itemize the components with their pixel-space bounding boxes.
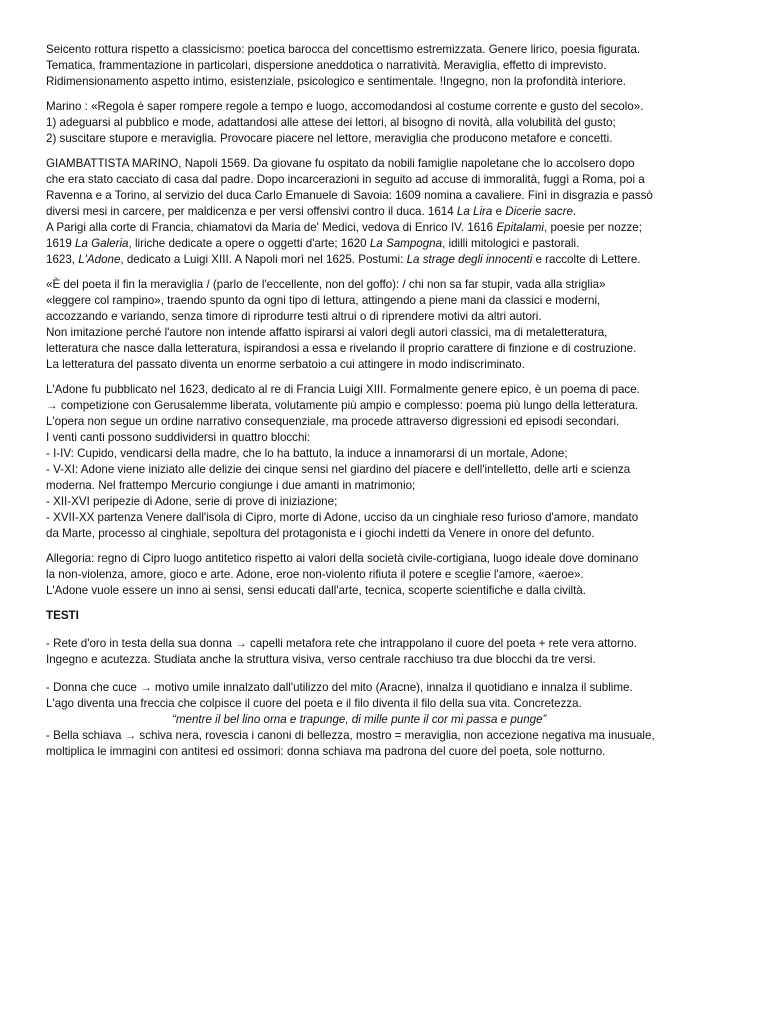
text-line: - Bella schiava → schiva nera, rovescia i canoni di bellezza, mostro = meraviglia, non accezione negativa ma inusuale, [46,729,655,742]
text-span: 1619 [46,237,76,250]
text-span: , poesie per nozze; [544,221,642,234]
text-line: «È del poeta il fin la meraviglia / (parlo de l'eccellente, non del goffo): / chi non sa far stupir, vada alla striglia» [46,278,606,291]
text-line: Ravenna e a Torino, al servizio del duca Carlo Emanuele di Savoia: 1609 nomina a cavaliere. Finì in disgrazia e passò [46,189,653,202]
text-line: moderna. Nel frattempo Mercurio congiunge i due amanti in matrimonio; [46,479,416,492]
text-line: - Rete d'oro in testa della sua donna → capelli metafora rete che intrappolano il cuore del poeta + rete vera attorno. [46,637,637,650]
text-line: 1) adeguarsi al pubblico e mode, adattandosi alle attese dei lettori, al bisogno di novità, alla volubilità del gusto; [46,116,616,129]
text-schiava-paragraph [46,728,732,760]
text-line: - XII-XVI peripezie di Adone, serie di prove di iniziazione; [46,495,338,508]
work-title: L'Adone [78,253,121,266]
text-span: , liriche dedicate a opere o oggetti d'arte; 1620 [128,237,370,250]
text-line: - Donna che cuce → motivo umile innalzato dall'utilizzo del mito (Aracne), innalza il quotidiano e innalza il sublime. [46,681,633,694]
text-line: - I-IV: Cupido, vendicarsi della madre, che lo ha battuto, la induce a innamorarsi di un mortale, Adone; [46,447,568,460]
text-line: Ridimensionamento aspetto intimo, esistenziale, psicologico e sentimentale. !Ingegno, non la profondità interiore. [46,75,627,88]
text-line [46,252,732,268]
text-line: → competizione con Gerusalemme liberata, volutamente più ampio e complesso: poema più lungo della letteratura. [46,399,639,412]
text-line: «leggere col rampino», traendo spunto da ogni tipo di lettura, attingendo a piene mani da classici e moderni, [46,294,601,307]
text-line: moltiplica le immagini con antitesi ed ossimori: donna schiava ma padrona del cuore del poeta, sole notturno. [46,745,606,758]
section-heading: TESTI [46,609,79,622]
poetics-paragraph [46,277,732,373]
text-line: - XVII-XX partenza Venere dall'isola di Cipro, morte di Adone, ucciso da un cinghiale reso furioso d'amore, mandato [46,511,639,524]
text-span: , Napoli 1569. Da giovane fu ospitato da nobili famiglie napoletane che lo accolsero dopo [178,157,635,170]
work-title: La Lira [456,205,493,218]
work-title: Dicerie sacre [505,205,573,218]
text-line: Seicento rottura rispetto a classicismo: poetica barocca del concettismo estremizzata. Genere lirico, poesia figurata. [46,43,641,56]
text-span: , dedicato a Luigi XIII. A Napoli morì nel 1625. Postumi: [120,253,407,266]
text-span: A Parigi alla corte di Francia, chiamatovi da Maria de' Medici, vedova di Enrico IV. 1616 [46,221,497,234]
text-line: - V-XI: Adone viene iniziato alle delizie dei cinque sensi nel giardino del piacere e dell'intelletto, delle arti e scienza [46,463,631,476]
text-line: Allegoria: regno di Cipro luogo antitetico rispetto ai valori della società civile-cortigiana, luogo ideale dove dominano [46,552,639,565]
adone-paragraph [46,382,732,542]
text-line: L'ago diventa una freccia che colpisce il cuore del poeta e il filo diventa il filo della sua vita. Concretezza. [46,697,582,710]
text-donna-paragraph [46,680,732,728]
text-line: L'opera non segue un ordine narrativo consequenziale, ma procede attraverso digressioni ed episodi secondari. [46,415,620,428]
author-name: GIAMBATTISTA MARINO [46,157,179,170]
intro-paragraph [46,42,732,90]
text-span: diversi mesi in carcere, per maldicenza e per versi offensivi contro il duca. 1614 [46,205,457,218]
text-line: Non imitazione perché l'autore non intende affatto ispirarsi ai valori degli autori classici, ma di metaletteratura, [46,326,608,339]
text-line: la non-violenza, amore, gioco e arte. Adone, eroe non-violento rifiuta il potere e sceglie l'amore, «aeroe». [46,568,584,581]
text-line: Tematica, frammentazione in particolari, dispersione aneddotica o narratività. Meraviglia, effetto di imprevisto. [46,59,607,72]
text-line: La letteratura del passato diventa un enorme serbatoio a cui attingere in modo indiscriminato. [46,358,525,371]
text-line: letteratura che nasce dalla letteratura, ispirandosi a essa e rivelando il proprio carattere di finzione e di costruzione. [46,342,637,355]
marino-rules-paragraph [46,99,732,147]
work-title: La Sampogna [369,237,443,250]
text-line [46,204,732,220]
text-span: , idilli mitologici e pastorali. [442,237,580,250]
text-span: 1623, [46,253,79,266]
text-line: accozzando e variando, senza timore di riprodurre testi altrui o di riprendere motivi da altri autori. [46,310,542,323]
text-line: 2) suscitare stupore e meraviglia. Provocare piacere nel lettore, meraviglia che producono metafore e concetti. [46,132,613,145]
text-rete-paragraph [46,636,732,668]
text-line [46,220,732,236]
allegory-paragraph [46,551,732,599]
work-title: Epitalami [496,221,544,234]
text-line: L'Adone fu pubblicato nel 1623, dedicato al re di Francia Luigi XIII. Formalmente genere epico, è un poema di pace. [46,383,640,396]
verse-quote: “mentre il bel lino orna e trapunge, di mille punte il cor mi passa e punge” [172,713,547,726]
text-span: . [572,205,577,218]
biography-paragraph [46,156,732,268]
text-line: I venti canti possono suddividersi in quattro blocchi: [46,431,311,444]
work-title: La Galeria [75,237,129,250]
text-line: L'Adone vuole essere un inno ai sensi, sensi educati dall'arte, tecnica, scoperte scientifiche e dalla civiltà. [46,584,586,597]
text-line [46,156,732,172]
text-line: Marino : «Regola è saper rompere regole a tempo e luogo, accomodandosi al costume corrente e gusto del secolo». [46,100,644,113]
work-title: La strage degli innocenti [406,253,533,266]
text-line [46,236,732,252]
text-span: e [492,205,506,218]
text-line: da Marte, processo al cinghiale, sepoltura del protagonista e i giochi indetti da Venere in onore del defunto. [46,527,595,540]
text-line: Ingegno e acutezza. Studiata anche la struttura visiva, verso centrale racchiuso tra due blocchi da tre versi. [46,653,596,666]
text-line: che era stato cacciato di casa dal padre. Dopo incarcerazioni in seguito ad accuse di immoralità, fuggì a Roma, poi a [46,173,645,186]
text-span: e raccolte di Lettere. [532,253,641,266]
